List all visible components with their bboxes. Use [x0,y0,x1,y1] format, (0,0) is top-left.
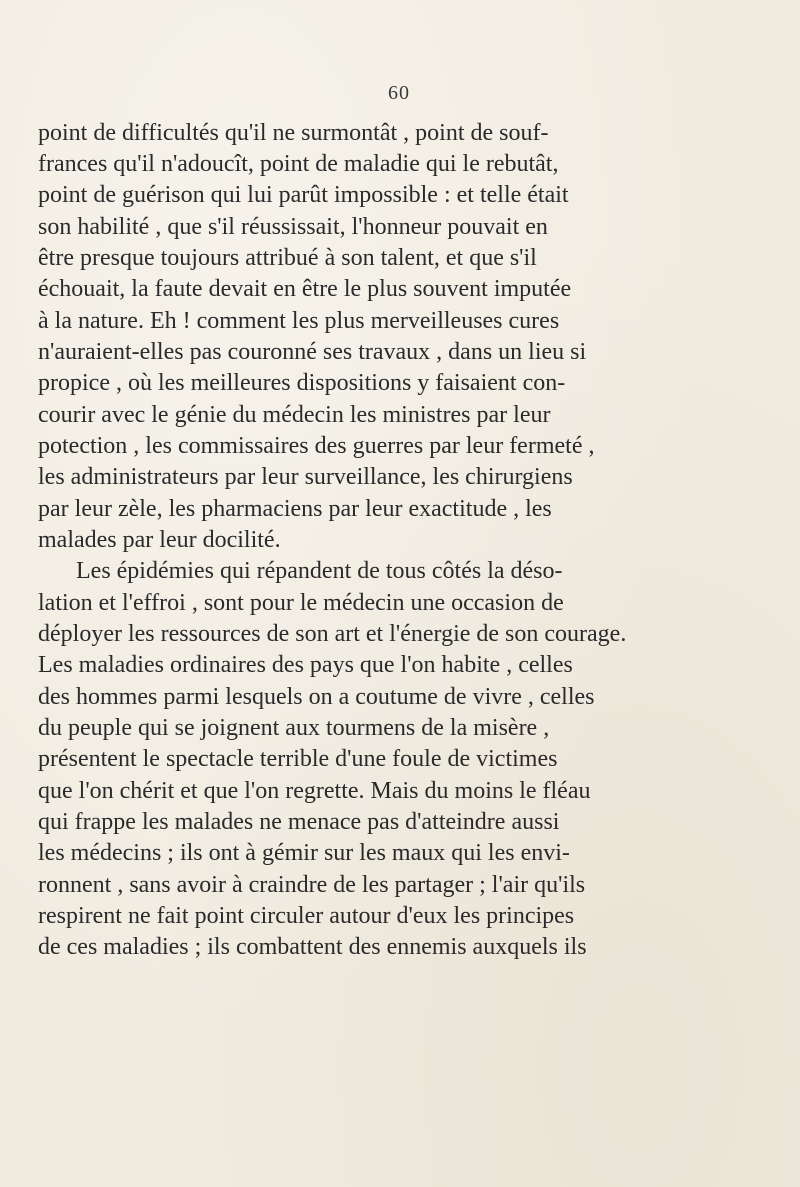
text-line: qui frappe les malades ne menace pas d'atteindre aussi [38,809,560,835]
text-line: les administrateurs par leur surveillance, les chirurgiens [38,464,573,490]
text-line: que l'on chérit et que l'on regrette. Mais du moins le fléau [38,778,591,804]
text-line: courir avec le génie du médecin les ministres par leur [38,402,551,428]
text-line: échouait, la faute devait en être le plus souvent imputée [38,276,572,302]
text-line: n'auraient-elles pas couronné ses travaux , dans un lieu si [38,339,587,365]
text-line: Les maladies ordinaires des pays que l'on habite , celles [38,652,573,678]
text-line: malades par leur docilité. [38,527,281,553]
text-line: point de difficultés qu'il ne surmontât , point de souf- [38,120,549,146]
text-line: de ces maladies ; ils combattent des ennemis auxquels ils [38,934,587,960]
text-line: déployer les ressources de son art et l'énergie de son courage. [38,621,627,647]
text-line: les médecins ; ils ont à gémir sur les maux qui les envi- [38,840,570,866]
text-line: présentent le spectacle terrible d'une foule de victimes [38,746,558,772]
text-line: à la nature. Eh ! comment les plus merveilleuses cures [38,308,560,334]
text-line: point de guérison qui lui parût impossible : et telle était [38,182,569,208]
text-line: par leur zèle, les pharmaciens par leur exactitude , les [38,496,552,522]
page-number: 60 [388,82,410,104]
text-line: être presque toujours attribué à son talent, et que s'il [38,245,537,271]
text-line: des hommes parmi lesquels on a coutume de vivre , celles [38,684,595,710]
text-line: propice , où les meilleures dispositions y faisaient con- [38,370,566,396]
text-line: du peuple qui se joignent aux tourmens de la misère , [38,715,550,741]
text-line: frances qu'il n'adoucît, point de maladie qui le rebutât, [38,151,559,177]
text-line: potection , les commissaires des guerres par leur fermeté , [38,433,595,459]
text-line: lation et l'effroi , sont pour le médecin une occasion de [38,590,564,616]
text-line: son habilité , que s'il réussissait, l'honneur pouvait en [38,214,548,240]
text-line: ronnent , sans avoir à craindre de les partager ; l'air qu'ils [38,872,586,898]
text-line: respirent ne fait point circuler autour d'eux les principes [38,903,575,929]
paragraph-start-line: Les épidémies qui répandent de tous côtés la déso- [76,558,563,584]
